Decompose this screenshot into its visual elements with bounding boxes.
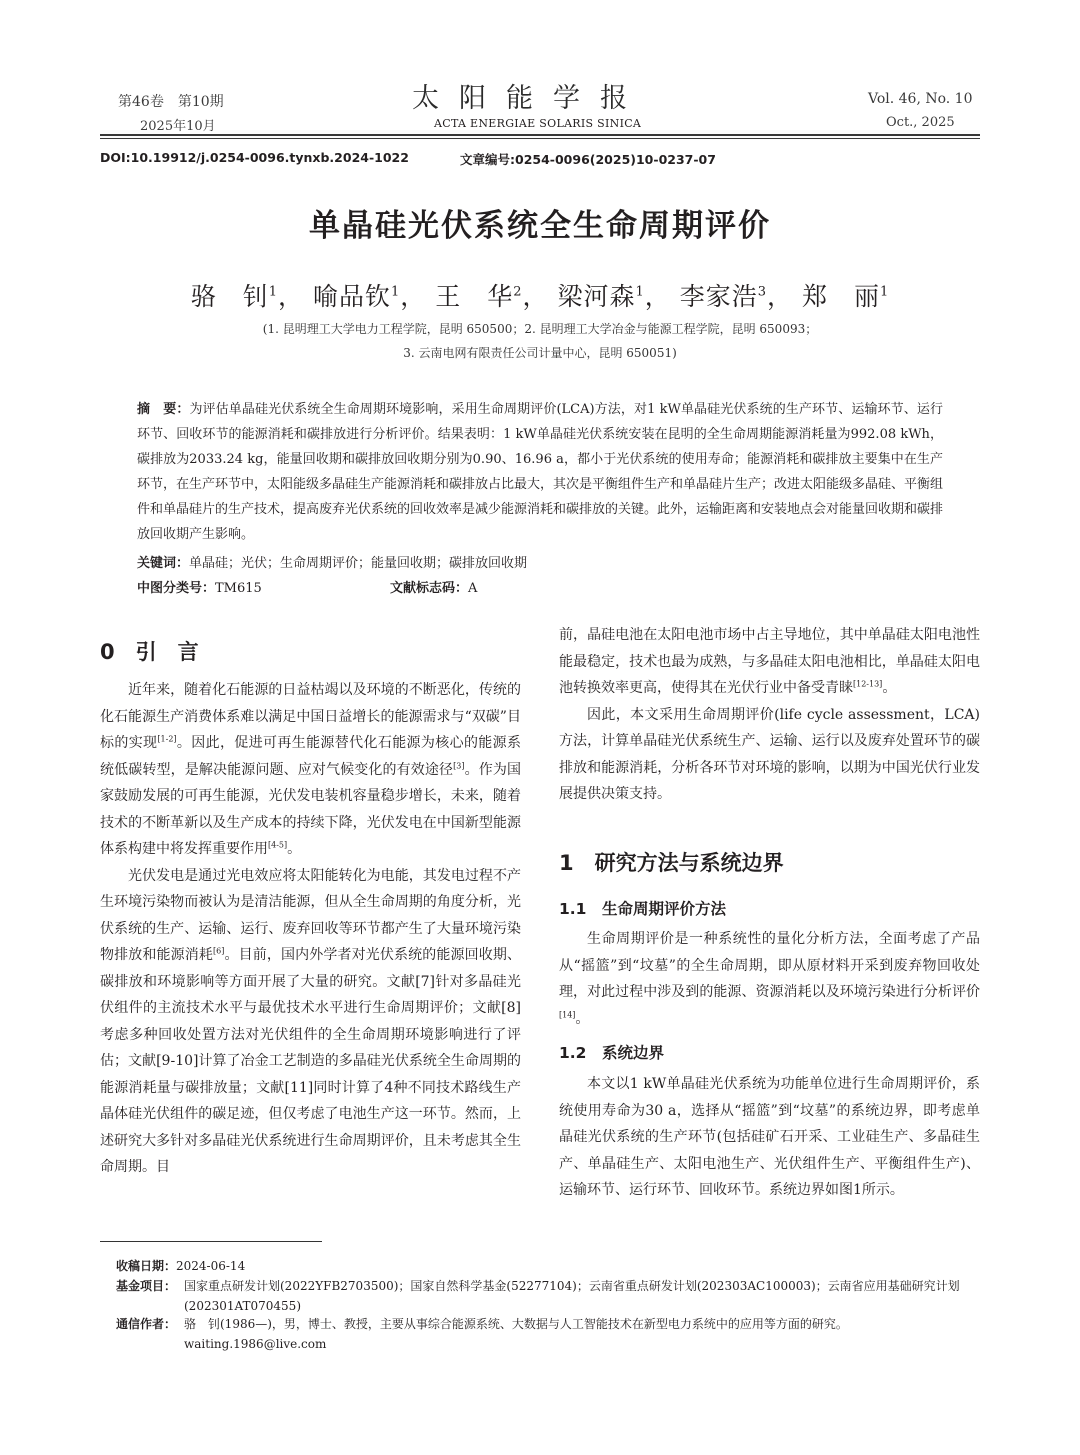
- doc-code-value: A: [468, 581, 478, 596]
- keywords-label: 关键词：: [137, 556, 190, 571]
- journal-title-cn: 太阳能学报: [412, 83, 647, 114]
- author: 郑 丽: [802, 282, 881, 311]
- citation: [6]: [213, 946, 225, 956]
- journal-title-en: ACTA ENERGIAE SOLARIS SINICA: [434, 117, 642, 130]
- author-affil-sup: 1: [268, 284, 278, 300]
- section-heading-intro: 0 引 言: [100, 640, 199, 664]
- paragraph: 本文以1 kW单晶硅光伏系统为功能单位进行生命周期评价，系统使用寿命为30 a，选择从“摇篮”到“坟墓”的系统边界，即考虑单晶硅光伏系统的生产环节(包括硅矿石开采、工业硅生产、多晶硅生产、单晶硅生产、太阳电池生产、光伏组件生产、平衡组件生产)、运输环节、运行环节、回收环节。系统边界如图1所示。: [559, 1076, 980, 1198]
- section-heading-1-1: 1.1 生命周期评价方法: [559, 900, 726, 918]
- section-1-2-body: [559, 1071, 980, 1204]
- clc-value: TM615: [215, 581, 262, 596]
- author: 王 华: [435, 282, 514, 311]
- author-affil-sup: 2: [513, 284, 523, 300]
- date-cn: 2025年10月: [140, 119, 216, 134]
- email[interactable]: waiting.1986@live.com: [184, 1337, 327, 1351]
- paragraph: 光伏发电是通过光电效应将太阳能转化为电能，其发电过程不产生环境污染物而被认为是清洁能源，但从全生命周期的角度分析，光伏系统的生产、运输、运行、废弃回收等环节都产生了大量环境污染物排放和能源消耗[6]。目前，国内外学者对光伏系统的能源回收期、碳排放和环境影响等方面开展了大量的研究。文献[7]针对多晶硅光伏组件的主流技术水平与最优技术水平进行生命周期评价；文献[8]考虑多种回收处置方法对光伏组件的全生命周期环境影响进行了评估；文献[9-10]计算了冶金工艺制造的多晶硅光伏系统全生命周期的能源消耗量与碳排放量；文献[11]同时计算了4种不同技术路线生产晶体硅光伏组件的碳足迹，但仅考虑了电池生产这一环节。然而，上述研究大多针对多晶硅光伏系统进行生命周期评价，且未考虑其全生命周期。目: [100, 867, 522, 1175]
- header-rule-thin: [100, 138, 980, 139]
- received-label: 收稿日期：: [116, 1259, 177, 1273]
- paragraph: 生命周期评价是一种系统性的量化分析方法，全面考虑了产品从“摇篮”到“坟墓”的全生命周期，即从原材料开采到废弃物回收处理，对此过程中涉及到的能源、资源消耗以及环境污染进行分析评价[14]。: [559, 931, 980, 1027]
- paragraph: 前，晶硅电池在太阳电池市场中占主导地位，其中单晶硅太阳电池性能最稳定，技术也最为成熟，与多晶硅太阳电池相比，单晶硅太阳电池转换效率更高，使得其在光伏行业中备受青睐[12-13]。: [559, 627, 980, 696]
- abstract: [137, 397, 943, 547]
- volume-issue-en: Vol. 46, No. 10: [868, 91, 973, 107]
- author-affil-sup: 1: [390, 284, 401, 300]
- document-code: [390, 577, 477, 596]
- affiliation-line-2: 3. 云南电网有限责任公司计量中心，昆明 650051): [403, 346, 677, 360]
- right-column-top: [559, 622, 980, 808]
- keywords: [137, 552, 527, 571]
- keywords-text: 单晶硅；光伏；生命周期评价；能量回收期；碳排放回收期: [189, 556, 528, 571]
- author-sep: ，: [767, 282, 794, 311]
- author-sep: ，: [400, 282, 427, 311]
- citation: [1-2]: [157, 734, 177, 744]
- abstract-text: 为评估单晶硅光伏系统全生命周期环境影响，采用生命周期评价(LCA)方法，对1 kW单晶硅光伏系统的生产环节、运输环节、运行环节、回收环节的能源消耗和碳排放进行分析评价。结果表明：1 kW单晶硅光伏系统安装在昆明的全生命周期能源消耗量为992.08 kWh，碳排放为2033.24 kg，能量回收期和碳排放回收期分别为0.90、16.96 a，都小于光伏系统的使用寿命；能源消耗和碳排放主要集中在生产环节，在生产环节中，太阳能级多晶硅生产能源消耗和碳排放占比最大，其次是平衡组件生产和单晶硅片生产；改进太阳能级多晶硅、平衡组件和单晶硅片的生产技术，提高废弃光伏系统的回收效率是减少能源消耗和碳排放的关键。此外，运输距离和安装地点会对能量回收期和碳排放回收期产生影响。: [137, 402, 944, 542]
- paper-title: 单晶硅光伏系统全生命周期评价: [309, 208, 771, 244]
- doi: DOI:10.19912/j.0254-0096.tynxb.2024-1022: [100, 150, 409, 165]
- author: 骆 钊: [190, 282, 269, 311]
- author-sep: ，: [277, 282, 304, 311]
- abstract-label: 摘 要：: [137, 402, 190, 417]
- author-sep: ，: [644, 282, 671, 311]
- author-affil-sup: 1: [880, 284, 890, 300]
- footnote-rule: [100, 1241, 322, 1242]
- clc-label: 中图分类号：: [137, 581, 216, 596]
- author: 李家浩: [679, 282, 758, 311]
- fund-label: 基金项目：: [116, 1279, 177, 1293]
- received-date: 收稿日期：2024-06-14: [116, 1259, 246, 1273]
- section-heading-1-2: 1.2 系统边界: [559, 1044, 664, 1062]
- citation: [3]: [453, 760, 465, 770]
- author: 喻品钦: [312, 282, 391, 311]
- article-number: 文章编号:0254-0096(2025)10-0237-07: [460, 152, 716, 167]
- paragraph: 因此，本文采用生命周期评价(life cycle assessment，LCA)方法，计算单晶硅光伏系统生产、运输、运行以及废弃处置环节的碳排放和能源消耗，分析各环节对环境的影响，以期为中国光伏行业发展提供决策支持。: [559, 706, 980, 802]
- header-rule-thick: [100, 134, 980, 136]
- citation: [14]: [559, 1009, 576, 1019]
- section-heading-1: 1 研究方法与系统边界: [559, 851, 784, 875]
- author-list: [0, 277, 1080, 313]
- affiliation-line-1: (1. 昆明理工大学电力工程学院，昆明 650500；2. 昆明理工大学冶金与能源工程学院，昆明 650093；: [262, 322, 818, 336]
- fund-text: 国家重点研发计划(2022YFB2703500)；国家自然科学基金(52277104)；云南省重点研发计划(202303AC100003)；云南省应用基础研究计划(202301AT070455): [184, 1279, 960, 1313]
- author-affil-sup: 3: [757, 284, 768, 300]
- doc-code-label: 文献标志码：: [390, 581, 469, 596]
- author-affil-sup: 1: [635, 284, 645, 300]
- volume-issue-cn: 第46卷 第10期: [118, 94, 224, 110]
- date-en: Oct., 2025: [886, 115, 955, 130]
- author: 梁河森: [557, 282, 636, 311]
- section-1-1-body: [559, 926, 980, 1032]
- citation: [4-5]: [268, 840, 288, 850]
- citation: [12-13]: [853, 679, 883, 689]
- paragraph: 近年来，随着化石能源的日益枯竭以及环境的不断恶化，传统的化石能源生产消费体系难以满足中国日益增长的能源需求与“双碳”目标的实现[1-2]。因此，促进可再生能源替代化石能源为核心的能源系统低碳转型，是解决能源问题、应对气候变化的有效途径[3]。作为国家鼓励发展的可再生能源，光伏发电装机容量稳步增长，未来，随着技术的不断革新以及生产成本的持续下降，光伏发电在中国新型能源体系构建中将发挥重要作用[4-5]。: [100, 682, 522, 857]
- corr-label: 通信作者：: [116, 1317, 177, 1331]
- author-sep: ，: [522, 282, 549, 311]
- left-column: [100, 677, 521, 1181]
- clc-number: [137, 577, 262, 596]
- corresponding-author: 骆 钊(1986—)，男，博士、教授，主要从事综合能源系统、大数据与人工智能技术在新型电力系统中的应用等方面的研究。 waiting.1986@live.com: [184, 1317, 848, 1351]
